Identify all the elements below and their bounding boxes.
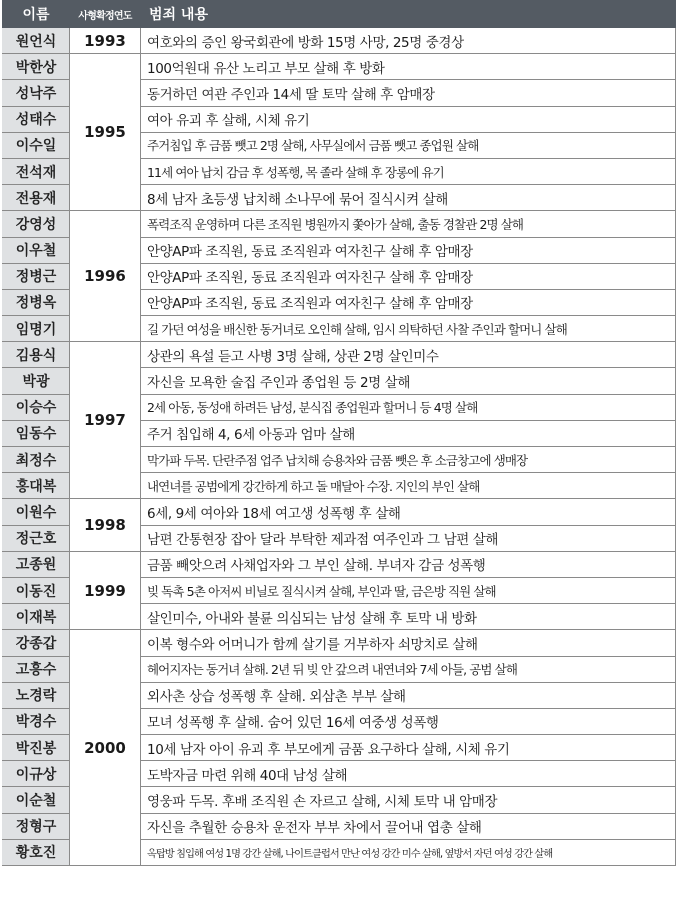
convict-name: 고흥수 (3, 656, 70, 682)
crime-description: 주거침입 후 금품 뺏고 2명 살해, 사무실에서 금품 뺏고 종업원 살해 (141, 132, 676, 158)
convict-name: 고종원 (3, 551, 70, 577)
crime-description: 이복 형수와 어머니가 함께 살기를 거부하자 쇠망치로 살해 (141, 630, 676, 656)
crime-description: 살인미수, 아내와 불륜 의심되는 남성 살해 후 토막 내 방화 (141, 604, 676, 630)
crime-description: 주거 침입해 4, 6세 아동과 엄마 살해 (141, 420, 676, 446)
convict-name: 이우철 (3, 237, 70, 263)
convict-name: 박광 (3, 368, 70, 394)
sentence-year: 1996 (70, 211, 141, 342)
convict-name: 이동진 (3, 577, 70, 603)
table-row (3, 551, 676, 577)
convict-name: 정형구 (3, 813, 70, 839)
crime-description: 영웅파 두목. 후배 조직원 손 자르고 살해, 시체 토막 내 암매장 (141, 787, 676, 813)
sentence-year: 2000 (70, 630, 141, 866)
convict-name: 정근호 (3, 525, 70, 551)
crime-description: 막가파 두목. 단란주점 업주 납치해 승용차와 금품 뺏은 후 소금창고에 생매장 (141, 447, 676, 473)
death-row-table (2, 0, 676, 866)
crime-description: 폭력조직 운영하며 다른 조직원 병원까지 쫓아가 살해, 출동 경찰관 2명 살해 (141, 211, 676, 237)
convict-name: 박경수 (3, 708, 70, 734)
crime-description: 헤어지자는 동거녀 살해. 2년 뒤 빚 안 갚으려 내연녀와 7세 아들, 공범 살해 (141, 656, 676, 682)
crime-description: 자신을 모욕한 술집 주인과 종업원 등 2명 살해 (141, 368, 676, 394)
convict-name: 성태수 (3, 106, 70, 132)
table-row (3, 54, 676, 80)
crime-description: 11세 여아 납치 감금 후 성폭행, 목 졸라 살해 후 장롱에 유기 (141, 158, 676, 184)
convict-name: 박한상 (3, 54, 70, 80)
crime-description: 내연녀를 공범에게 강간하게 하고 돌 매달아 수장. 지인의 부인 살해 (141, 473, 676, 499)
header-name: 이름 (3, 1, 70, 28)
table-row (3, 499, 676, 525)
convict-name: 이원수 (3, 499, 70, 525)
convict-name: 강종갑 (3, 630, 70, 656)
crime-description: 모녀 성폭행 후 살해. 숨어 있던 16세 여중생 성폭행 (141, 708, 676, 734)
convict-name: 이순철 (3, 787, 70, 813)
convict-name: 최정수 (3, 447, 70, 473)
table-row (3, 28, 676, 54)
crime-description: 안양AP파 조직원, 동료 조직원과 여자친구 살해 후 암매장 (141, 289, 676, 315)
convict-name: 전석재 (3, 158, 70, 184)
convict-name: 임동수 (3, 420, 70, 446)
crime-description: 10세 남자 아이 유괴 후 부모에게 금품 요구하다 살해, 시체 유기 (141, 735, 676, 761)
convict-name: 원언식 (3, 28, 70, 54)
header-row (3, 1, 676, 28)
table-header (3, 1, 676, 28)
crime-description: 100억원대 유산 노리고 부모 살해 후 방화 (141, 54, 676, 80)
crime-description: 6세, 9세 여아와 18세 여고생 성폭행 후 살해 (141, 499, 676, 525)
crime-description: 자신을 추월한 승용차 운전자 부부 차에서 끌어내 엽총 살해 (141, 813, 676, 839)
crime-description: 안양AP파 조직원, 동료 조직원과 여자친구 살해 후 암매장 (141, 263, 676, 289)
convict-name: 이재복 (3, 604, 70, 630)
crime-description: 여아 유괴 후 살해, 시체 유기 (141, 106, 676, 132)
convict-name: 성낙주 (3, 80, 70, 106)
sentence-year: 1995 (70, 54, 141, 211)
sentence-year: 1993 (70, 28, 141, 54)
convict-name: 홍대복 (3, 473, 70, 499)
convict-name: 황호진 (3, 839, 70, 865)
crime-description: 빚 독촉 5촌 아저씨 비닐로 질식시켜 살해, 부인과 딸, 금은방 직원 살해 (141, 577, 676, 603)
convict-name: 정병옥 (3, 289, 70, 315)
sentence-year: 1999 (70, 551, 141, 630)
table-row (3, 630, 676, 656)
convict-name: 이승수 (3, 394, 70, 420)
crime-description: 도박자금 마련 위해 40대 남성 살해 (141, 761, 676, 787)
convict-name: 박진봉 (3, 735, 70, 761)
crime-description: 길 가던 여성을 배신한 동거녀로 오인해 살해, 임시 의탁하던 사찰 주인과 할머니 살해 (141, 316, 676, 342)
crime-description: 상관의 욕설 듣고 사병 3명 살해, 상관 2명 살인미수 (141, 342, 676, 368)
crime-description: 금품 빼앗으려 사채업자와 그 부인 살해. 부녀자 감금 성폭행 (141, 551, 676, 577)
convict-name: 이수일 (3, 132, 70, 158)
convict-name: 이규상 (3, 761, 70, 787)
table-body (3, 28, 676, 866)
sentence-year: 1997 (70, 342, 141, 499)
crime-description: 외사촌 상습 성폭행 후 살해. 외삼촌 부부 살해 (141, 682, 676, 708)
convict-name: 정병근 (3, 263, 70, 289)
table-row (3, 211, 676, 237)
convict-name: 강영성 (3, 211, 70, 237)
crime-description: 여호와의 증인 왕국회관에 방화 15명 사망, 25명 중경상 (141, 28, 676, 54)
crime-description: 안양AP파 조직원, 동료 조직원과 여자친구 살해 후 암매장 (141, 237, 676, 263)
crime-description: 2세 아동, 동성애 하려든 남성, 분식집 종업원과 할머니 등 4명 살해 (141, 394, 676, 420)
header-crime: 범죄 내용 (141, 1, 676, 28)
crime-description: 동거하던 여관 주인과 14세 딸 토막 살해 후 암매장 (141, 80, 676, 106)
convict-name: 임명기 (3, 316, 70, 342)
convict-name: 김용식 (3, 342, 70, 368)
crime-description: 옥탑방 침입해 여성 1명 강간 살해, 나이트클럽서 만난 여성 강간 미수 살해, 옆방서 자던 여성 강간 살해 (141, 839, 676, 865)
sentence-year: 1998 (70, 499, 141, 551)
header-year: 사형확정연도 (70, 1, 141, 28)
crime-description: 남편 간통현장 잡아 달라 부탁한 제과점 여주인과 그 남편 살해 (141, 525, 676, 551)
convict-name: 전용재 (3, 185, 70, 211)
convict-name: 노경락 (3, 682, 70, 708)
crime-description: 8세 남자 초등생 납치해 소나무에 묶어 질식시켜 살해 (141, 185, 676, 211)
table-row (3, 342, 676, 368)
